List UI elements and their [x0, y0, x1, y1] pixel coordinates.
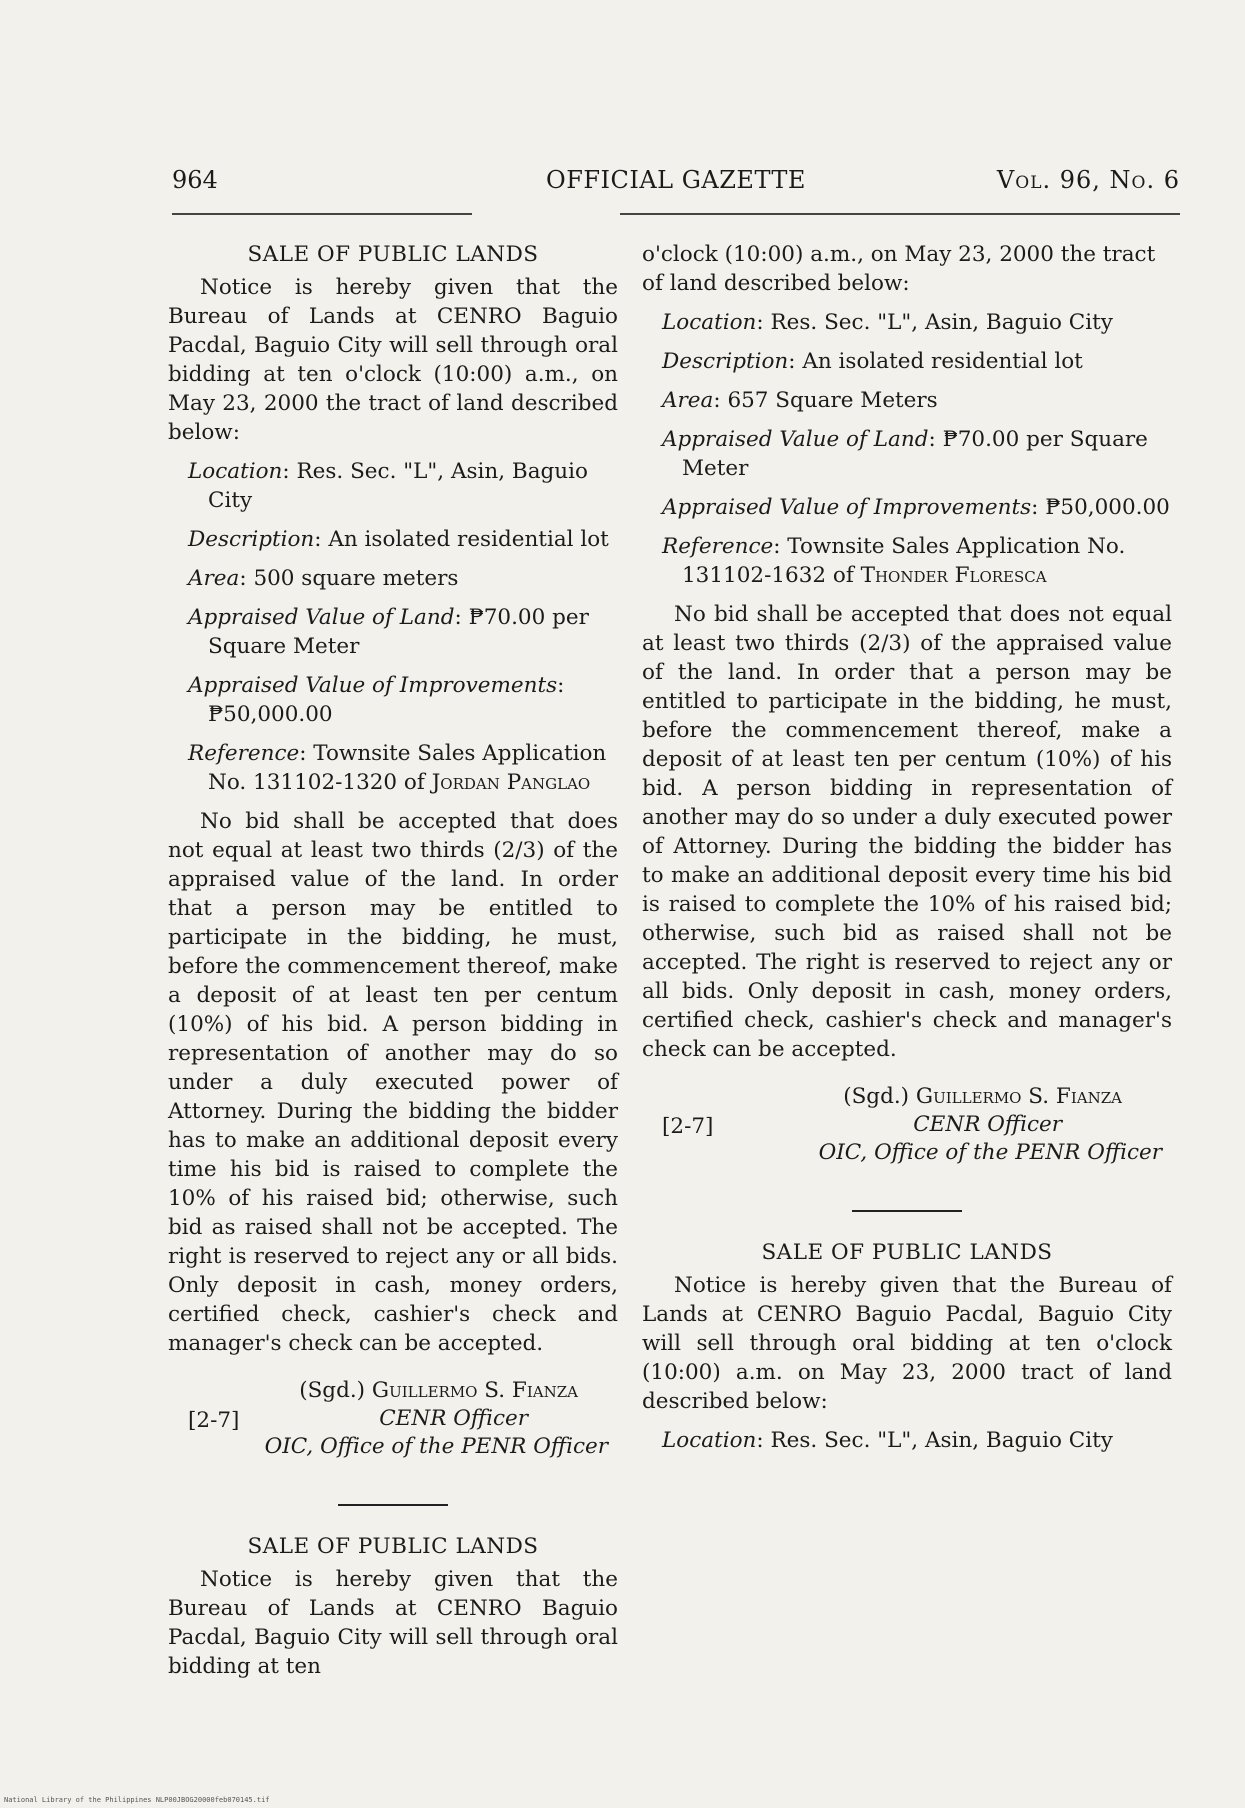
notice-heading: SALE OF PUBLIC LANDS — [247, 242, 539, 267]
notice-text: Notice is hereby given that the Bureau of Lands at CENRO Baguio Pacdal, Baguio City will sell through oral bidding at ten o'clock (10:00) a.m., on May 23, 2000 the tract of land described below: — [168, 275, 618, 445]
area-field: Area: 500 square meters — [188, 566, 459, 591]
publication-title: OFFICIAL GAZETTE — [546, 166, 806, 194]
applicant-name: Jordan Panglao — [431, 770, 591, 795]
notice-divider — [852, 1210, 962, 1212]
sgd-mark: (Sgd.) — [843, 1084, 910, 1109]
land-value-field: Appraised Value of Land: ₱70.00 per Square Meter — [662, 427, 1148, 481]
sgd-mark: (Sgd.) — [299, 1378, 366, 1403]
signature-block — [168, 1376, 618, 1486]
improvements-field: Appraised Value of Improvements: ₱50,000.00 — [662, 495, 1170, 520]
location-field: Location: Res. Sec. "L", Asin, Baguio City — [662, 1428, 1113, 1453]
reference-field: Reference: Townsite Sales Application No. 131102-1632 of Thonder Floresca — [662, 534, 1126, 588]
running-header — [172, 166, 1180, 206]
volume-number: Vol. 96, No. 6 — [996, 166, 1180, 194]
notice-text-continued: o'clock (10:00) a.m., on May 23, 2000 the tract of land described below: — [642, 242, 1156, 296]
notice-text: Notice is hereby given that the Bureau of Lands at CENRO Baguio Pacdal, Baguio City will sell through oral bidding at ten — [168, 1567, 618, 1679]
header-rule-left — [172, 213, 472, 215]
location-field: Location: Res. Sec. "L", Asin, Baguio City — [662, 310, 1113, 335]
scan-footer: National Library of the Philippines NLP00JBOG20000feb070145.tif — [4, 1796, 270, 1804]
signer-name: Guillermo S. Fianza — [915, 1084, 1122, 1109]
notice-divider — [338, 1504, 448, 1506]
description-field: Description: An isolated residential lot — [662, 349, 1083, 374]
notice-text: Notice is hereby given that the Bureau of Lands at CENRO Baguio Pacdal, Baguio City will sell through oral bidding at ten o'clock (10:00) a.m. on May 23, 2000 tract of land described below: — [642, 1273, 1172, 1414]
notice-heading: SALE OF PUBLIC LANDS — [247, 1534, 539, 1559]
left-column — [168, 240, 618, 1681]
signature-block — [642, 1082, 1172, 1192]
header-rule-right — [620, 213, 1180, 215]
area-field: Area: 657 Square Meters — [662, 388, 938, 413]
bid-conditions: No bid shall be accepted that does not equal at least two thirds (2/3) of the appraised value of the land. In order that a person may be entitled to participate in the bidding, he must, before the commencement thereof, make a deposit of at least ten per centum (10%) of his bid. A person bidding in representation of another may do so under a duly executed power of Attorney. During the bidding the bidder has to make an additional deposit every time his bid is raised to complete the 10% of his raised bid; otherwise, such bid as raised shall not be accepted. The right is reserved to reject any or all bids. Only deposit in cash, money orders, certified check, cashier's check and manager's check can be accepted. — [642, 602, 1172, 1062]
signer-office: OIC, Office of the PENR Officer — [264, 1434, 608, 1459]
page-number: 964 — [172, 166, 218, 194]
publication-code: [2-7] — [188, 1408, 240, 1433]
notice-heading: SALE OF PUBLIC LANDS — [761, 1240, 1053, 1265]
signer-name: Guillermo S. Fianza — [371, 1378, 578, 1403]
description-field: Description: An isolated residential lot — [188, 527, 609, 552]
right-column — [642, 240, 1172, 1455]
improvements-field: Appraised Value of Improvements: ₱50,000.00 — [188, 673, 565, 727]
signer-title: CENR Officer — [913, 1112, 1062, 1137]
signer-title: CENR Officer — [379, 1406, 528, 1431]
applicant-name: Thonder Floresca — [860, 563, 1047, 588]
reference-field: Reference: Townsite Sales Application No. 131102-1320 of Jordan Panglao — [188, 741, 607, 795]
land-value-field: Appraised Value of Land: ₱70.00 per Square Meter — [188, 605, 589, 659]
location-field: Location: Res. Sec. "L", Asin, Baguio City — [188, 459, 588, 513]
publication-code: [2-7] — [662, 1114, 714, 1139]
bid-conditions: No bid shall be accepted that does not equal at least two thirds (2/3) of the appraised value of the land. In order that a person may be entitled to participate in the bidding, he must, before the commencement thereof, make a deposit of at least ten per centum (10%) of his bid. A person bidding in representation of another may do so under a duly executed power of Attorney. During the bidding the bidder has to make an additional deposit every time his bid is raised to complete the 10% of his raised bid; otherwise, such bid as raised shall not be accepted. The right is reserved to reject any or all bids. Only deposit in cash, money orders, certified check, cashier's check and manager's check can be accepted. — [168, 809, 618, 1356]
signer-office: OIC, Office of the PENR Officer — [818, 1140, 1162, 1165]
